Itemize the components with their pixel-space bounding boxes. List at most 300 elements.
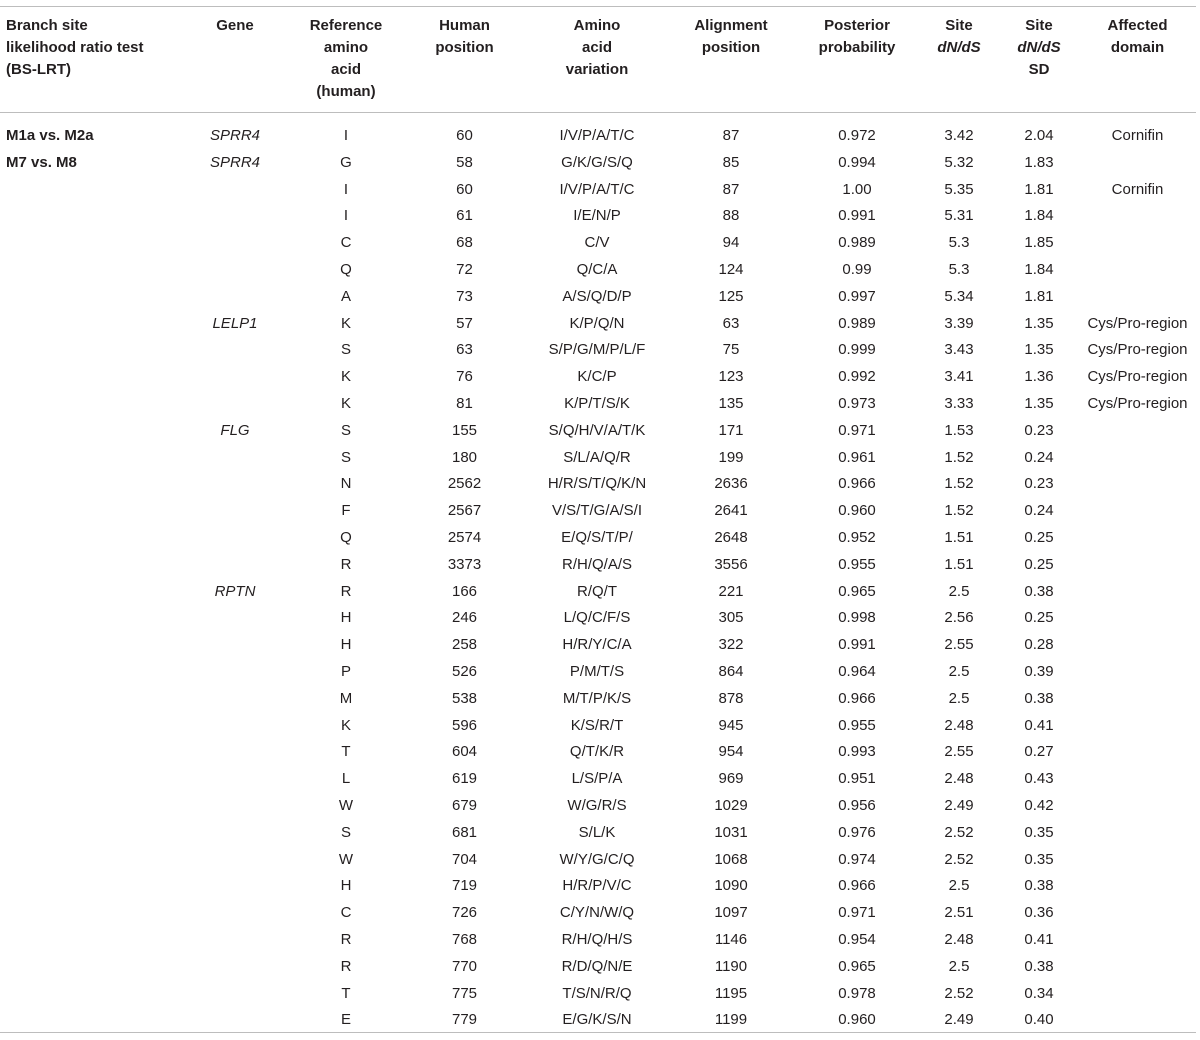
- human-position-cell: 73: [456, 287, 473, 305]
- site-dnds-sd-cell: 0.41: [1024, 930, 1054, 948]
- gene-cell: [180, 337, 290, 364]
- human-position-cell: 779: [451, 1011, 478, 1029]
- table-row: [0, 927, 1196, 954]
- site-dnds-cell: 3.33: [944, 394, 974, 412]
- human-position-cell: 726: [451, 904, 478, 922]
- reference-amino-acid-cell: E: [340, 1011, 351, 1029]
- posterior-probability-cell: 0.989: [838, 314, 876, 332]
- gene-cell: [180, 954, 290, 981]
- table-row: [0, 847, 1196, 874]
- affected-domain-cell: [1079, 686, 1196, 713]
- posterior-probability-cell: 0.965: [838, 582, 876, 600]
- reference-amino-acid-cell: T: [341, 743, 351, 761]
- site-dnds-cell: 2.48: [944, 770, 974, 788]
- site-dnds-cell: 2.48: [944, 716, 974, 734]
- table-row: [0, 150, 1196, 177]
- human-position-cell: 61: [456, 207, 473, 225]
- site-dnds-sd-cell: 0.40: [1024, 1011, 1054, 1029]
- alignment-position-cell: 87: [722, 180, 740, 198]
- amino-acid-variation-cell: K/S/R/T: [570, 716, 624, 734]
- site-dnds-sd-cell: 0.35: [1024, 850, 1054, 868]
- gene-cell: [180, 230, 290, 257]
- affected-domain-cell: [1079, 579, 1196, 606]
- test-cell: [0, 820, 180, 847]
- alignment-position-cell: 221: [718, 582, 744, 600]
- site-dnds-sd-cell: 1.35: [1024, 314, 1054, 332]
- alignment-position-cell: 124: [718, 260, 744, 278]
- alignment-position-cell: 125: [718, 287, 744, 305]
- site-dnds-sd-cell: 0.36: [1024, 904, 1054, 922]
- amino-acid-variation-cell: I/E/N/P: [573, 207, 621, 225]
- site-dnds-sd-cell: 1.84: [1024, 207, 1054, 225]
- header-posterior-probability: Posterior probability: [818, 17, 896, 56]
- reference-amino-acid-cell: Q: [340, 260, 352, 278]
- posterior-probability-cell: 0.955: [838, 716, 876, 734]
- gene-cell: [180, 739, 290, 766]
- site-dnds-cell: 5.3: [948, 234, 970, 252]
- human-position-cell: 155: [451, 421, 478, 439]
- affected-domain-cell: [1079, 900, 1196, 927]
- table-row: [0, 820, 1196, 847]
- test-cell: [0, 793, 180, 820]
- human-position-cell: 246: [451, 609, 478, 627]
- site-dnds-cell: 2.51: [944, 904, 974, 922]
- posterior-probability-cell: 0.993: [838, 743, 876, 761]
- site-dnds-cell: 5.31: [944, 207, 974, 225]
- amino-acid-variation-cell: I/V/P/A/T/C: [559, 127, 635, 144]
- site-dnds-cell: 2.5: [948, 582, 970, 600]
- table-row: [0, 284, 1196, 311]
- test-cell: [0, 391, 180, 418]
- table-row: [0, 900, 1196, 927]
- gene-cell: [180, 552, 290, 579]
- alignment-position-cell: 1146: [714, 930, 748, 948]
- human-position-cell: 2567: [447, 502, 482, 520]
- site-dnds-cell: 1.51: [944, 555, 974, 573]
- amino-acid-variation-cell: L/Q/C/F/S: [563, 609, 631, 627]
- affected-domain-cell: [1079, 713, 1196, 740]
- reference-amino-acid-cell: N: [340, 475, 352, 493]
- reference-amino-acid-cell: T: [341, 984, 351, 1002]
- site-dnds-sd-cell: 1.84: [1024, 260, 1054, 278]
- test-cell: [0, 847, 180, 874]
- table-row: [0, 391, 1196, 418]
- posterior-probability-cell: 0.991: [838, 207, 876, 225]
- alignment-position-cell: 2636: [714, 475, 748, 493]
- human-position-cell: 770: [451, 957, 478, 975]
- affected-domain-cell: [1079, 632, 1196, 659]
- alignment-position-cell: 1068: [714, 850, 748, 868]
- affected-domain-cell: [1079, 739, 1196, 766]
- test-cell: [0, 337, 180, 364]
- test-cell: [0, 364, 180, 391]
- affected-domain-cell: [1079, 471, 1196, 498]
- gene-cell: [180, 766, 290, 793]
- posterior-probability-cell: 0.965: [838, 957, 876, 975]
- header-reference-amino-acid: Reference amino acid (human): [309, 17, 383, 100]
- table-row: [0, 230, 1196, 257]
- site-dnds-sd-cell: 0.38: [1024, 582, 1054, 600]
- reference-amino-acid-cell: M: [339, 689, 353, 707]
- affected-domain-cell: [1079, 793, 1196, 820]
- posterior-probability-cell: 0.972: [838, 127, 876, 144]
- human-position-cell: 258: [451, 636, 478, 654]
- test-cell: [0, 311, 180, 338]
- reference-amino-acid-cell: I: [343, 207, 349, 225]
- site-dnds-sd-cell: 0.24: [1024, 502, 1054, 520]
- reference-amino-acid-cell: R: [340, 555, 352, 573]
- test-cell: [0, 498, 180, 525]
- alignment-position-cell: 88: [722, 207, 740, 225]
- test-cell: [0, 284, 180, 311]
- gene-cell: [180, 847, 290, 874]
- table-row: [0, 311, 1196, 338]
- table-row: [0, 739, 1196, 766]
- alignment-position-cell: 954: [718, 743, 744, 761]
- test-cell: [0, 203, 180, 230]
- site-dnds-sd-cell: 1.36: [1024, 368, 1054, 386]
- gene-cell: [180, 498, 290, 525]
- gene-cell: [180, 981, 290, 1008]
- alignment-position-cell: 3556: [714, 555, 748, 573]
- gene-cell: [180, 391, 290, 418]
- site-dnds-sd-cell: 0.28: [1024, 636, 1054, 654]
- test-cell: [0, 739, 180, 766]
- site-dnds-sd-cell: 0.38: [1024, 877, 1054, 895]
- reference-amino-acid-cell: I: [343, 180, 349, 198]
- gene-cell: [180, 713, 290, 740]
- amino-acid-variation-cell: S/L/A/Q/R: [563, 448, 631, 466]
- alignment-position-cell: 63: [722, 314, 740, 332]
- selection-sites-table: [0, 8, 1196, 1034]
- affected-domain-cell: [1079, 1007, 1196, 1034]
- gene-cell: [180, 659, 290, 686]
- test-cell: [0, 418, 180, 445]
- reference-amino-acid-cell: H: [340, 636, 352, 654]
- amino-acid-variation-cell: K/P/Q/N: [569, 314, 625, 332]
- test-cell: [0, 471, 180, 498]
- test-cell: [0, 713, 180, 740]
- site-dnds-cell: 2.55: [944, 743, 974, 761]
- affected-domain-cell: Cys/Pro-region: [1087, 394, 1188, 412]
- amino-acid-variation-cell: T/S/N/R/Q: [562, 984, 632, 1002]
- site-dnds-cell: 3.41: [944, 368, 974, 386]
- reference-amino-acid-cell: K: [340, 314, 351, 332]
- amino-acid-variation-cell: Q/C/A: [576, 260, 618, 278]
- site-dnds-cell: 1.51: [944, 528, 974, 546]
- table-row: [0, 793, 1196, 820]
- affected-domain-cell: [1079, 552, 1196, 579]
- posterior-probability-cell: 0.971: [838, 421, 876, 439]
- site-dnds-cell: 2.55: [944, 636, 974, 654]
- alignment-position-cell: 1029: [714, 796, 748, 814]
- table-row: [0, 445, 1196, 472]
- test-cell: [0, 686, 180, 713]
- table-row: [0, 659, 1196, 686]
- gene-cell: [180, 632, 290, 659]
- posterior-probability-cell: 0.978: [838, 984, 876, 1002]
- amino-acid-variation-cell: S/P/G/M/P/L/F: [548, 341, 646, 359]
- site-dnds-sd-cell: 0.42: [1024, 796, 1054, 814]
- affected-domain-cell: [1079, 230, 1196, 257]
- table-row: [0, 686, 1196, 713]
- affected-domain-cell: [1079, 284, 1196, 311]
- amino-acid-variation-cell: R/H/Q/A/S: [561, 555, 632, 573]
- posterior-probability-cell: 0.966: [838, 689, 876, 707]
- affected-domain-cell: [1079, 847, 1196, 874]
- header-row: [0, 8, 1196, 119]
- affected-domain-cell: [1079, 605, 1196, 632]
- amino-acid-variation-cell: W/G/R/S: [567, 796, 627, 814]
- test-cell: [0, 230, 180, 257]
- gene-cell: [180, 177, 290, 204]
- table-body: [0, 119, 1196, 1034]
- gene-cell: [180, 203, 290, 230]
- affected-domain-cell: [1079, 820, 1196, 847]
- table-row: [0, 766, 1196, 793]
- header-test: Branch site likelihood ratio test (BS-LRT): [6, 17, 144, 78]
- alignment-position-cell: 969: [718, 770, 744, 788]
- site-dnds-sd-cell: 0.24: [1024, 448, 1054, 466]
- gene-cell: SPRR4: [209, 153, 261, 171]
- site-dnds-sd-cell: 0.38: [1024, 689, 1054, 707]
- gene-cell: [180, 284, 290, 311]
- amino-acid-variation-cell: P/M/T/S: [569, 662, 625, 680]
- gene-cell: [180, 364, 290, 391]
- site-dnds-cell: 2.5: [948, 662, 970, 680]
- reference-amino-acid-cell: K: [340, 368, 351, 386]
- amino-acid-variation-cell: S/Q/H/V/A/T/K: [548, 421, 646, 439]
- gene-cell: [180, 471, 290, 498]
- reference-amino-acid-cell: L: [341, 770, 351, 788]
- site-dnds-cell: 5.3: [948, 260, 970, 278]
- test-cell: [0, 632, 180, 659]
- posterior-probability-cell: 0.999: [838, 341, 876, 359]
- reference-amino-acid-cell: C: [340, 234, 352, 252]
- table-row: [0, 337, 1196, 364]
- gene-cell: [180, 927, 290, 954]
- reference-amino-acid-cell: K: [340, 394, 351, 412]
- site-dnds-cell: 2.48: [944, 930, 974, 948]
- human-position-cell: 526: [451, 662, 478, 680]
- human-position-cell: 57: [456, 314, 473, 332]
- human-position-cell: 538: [451, 689, 478, 707]
- affected-domain-cell: [1079, 954, 1196, 981]
- alignment-position-cell: 1195: [714, 984, 748, 1002]
- site-dnds-sd-cell: 0.27: [1024, 743, 1054, 761]
- table-row: [0, 498, 1196, 525]
- gene-cell: FLG: [220, 421, 250, 439]
- table-row: [0, 203, 1196, 230]
- human-position-cell: 63: [456, 341, 473, 359]
- posterior-probability-cell: 0.974: [838, 850, 876, 868]
- posterior-probability-cell: 0.994: [838, 153, 876, 171]
- site-dnds-cell: 1.52: [944, 448, 974, 466]
- human-position-cell: 768: [451, 930, 478, 948]
- alignment-position-cell: 1031: [714, 823, 748, 841]
- human-position-cell: 3373: [447, 555, 482, 573]
- header-amino-acid-variation: Amino acid variation: [565, 17, 629, 78]
- site-dnds-cell: 5.35: [944, 180, 974, 198]
- affected-domain-cell: [1079, 766, 1196, 793]
- table-row: [0, 552, 1196, 579]
- test-cell: [0, 954, 180, 981]
- affected-domain-cell: [1079, 525, 1196, 552]
- reference-amino-acid-cell: S: [340, 341, 351, 359]
- human-position-cell: 619: [451, 770, 478, 788]
- alignment-position-cell: 87: [722, 127, 740, 144]
- test-cell: M7 vs. M8: [6, 153, 77, 171]
- site-dnds-sd-cell: 0.23: [1024, 421, 1054, 439]
- human-position-cell: 2562: [447, 475, 482, 493]
- site-dnds-cell: 2.56: [944, 609, 974, 627]
- test-cell: [0, 579, 180, 606]
- table-row: [0, 873, 1196, 900]
- table-row: [0, 579, 1196, 606]
- gene-cell: SPRR4: [209, 127, 261, 144]
- alignment-position-cell: 864: [718, 662, 744, 680]
- alignment-position-cell: 1199: [714, 1011, 748, 1029]
- site-dnds-cell: 3.39: [944, 314, 974, 332]
- human-position-cell: 679: [451, 796, 478, 814]
- alignment-position-cell: 322: [718, 636, 744, 654]
- human-position-cell: 76: [456, 368, 473, 386]
- amino-acid-variation-cell: E/Q/S/T/P/: [561, 528, 633, 546]
- human-position-cell: 704: [451, 850, 478, 868]
- table-top-rule: [0, 6, 1196, 7]
- site-dnds-sd-cell: 0.38: [1024, 957, 1054, 975]
- gene-cell: [180, 686, 290, 713]
- gene-cell: [180, 820, 290, 847]
- site-dnds-cell: 2.49: [944, 1011, 974, 1029]
- amino-acid-variation-cell: R/D/Q/N/E: [561, 957, 633, 975]
- affected-domain-cell: [1079, 445, 1196, 472]
- gene-cell: [180, 525, 290, 552]
- amino-acid-variation-cell: R/Q/T: [577, 582, 617, 600]
- posterior-probability-cell: 0.961: [838, 448, 876, 466]
- header-site-dnds-sd: Site dN/dS SD: [1017, 17, 1061, 78]
- reference-amino-acid-cell: K: [340, 716, 351, 734]
- gene-cell: [180, 900, 290, 927]
- affected-domain-cell: Cornifin: [1111, 127, 1164, 144]
- table-row: [0, 713, 1196, 740]
- site-dnds-cell: 2.52: [944, 984, 974, 1002]
- amino-acid-variation-cell: K/C/P: [577, 368, 617, 386]
- table-row: [0, 418, 1196, 445]
- table-row: [0, 257, 1196, 284]
- alignment-position-cell: 305: [718, 609, 744, 627]
- reference-amino-acid-cell: G: [340, 153, 352, 171]
- amino-acid-variation-cell: I/V/P/A/T/C: [559, 180, 635, 198]
- posterior-probability-cell: 0.966: [838, 877, 876, 895]
- reference-amino-acid-cell: H: [340, 609, 352, 627]
- posterior-probability-cell: 0.952: [838, 528, 876, 546]
- alignment-position-cell: 123: [718, 368, 744, 386]
- test-cell: M1a vs. M2a: [6, 127, 94, 144]
- site-dnds-sd-cell: 0.25: [1024, 609, 1054, 627]
- test-cell: [0, 605, 180, 632]
- alignment-position-cell: 1090: [714, 877, 748, 895]
- human-position-cell: 68: [456, 234, 473, 252]
- test-cell: [0, 445, 180, 472]
- header-gene: Gene: [216, 17, 254, 34]
- posterior-probability-cell: 0.960: [838, 502, 876, 520]
- human-position-cell: 596: [451, 716, 478, 734]
- affected-domain-cell: [1079, 981, 1196, 1008]
- amino-acid-variation-cell: Q/T/K/R: [569, 743, 625, 761]
- header-human-position: Human position: [435, 17, 494, 56]
- site-dnds-cell: 2.5: [948, 877, 970, 895]
- table-row: [0, 981, 1196, 1008]
- site-dnds-sd-cell: 0.25: [1024, 555, 1054, 573]
- reference-amino-acid-cell: A: [340, 287, 351, 305]
- affected-domain-cell: Cys/Pro-region: [1087, 314, 1188, 332]
- posterior-probability-cell: 0.955: [838, 555, 876, 573]
- alignment-position-cell: 199: [718, 448, 744, 466]
- reference-amino-acid-cell: F: [341, 502, 351, 520]
- site-dnds-sd-cell: 1.35: [1024, 341, 1054, 359]
- site-dnds-cell: 3.43: [944, 341, 974, 359]
- affected-domain-cell: Cys/Pro-region: [1087, 368, 1188, 386]
- site-dnds-sd-cell: 0.41: [1024, 716, 1054, 734]
- site-dnds-sd-cell: 0.35: [1024, 823, 1054, 841]
- site-dnds-sd-cell: 2.04: [1024, 127, 1054, 144]
- site-dnds-sd-cell: 0.43: [1024, 770, 1054, 788]
- affected-domain-cell: [1079, 418, 1196, 445]
- reference-amino-acid-cell: S: [340, 421, 351, 439]
- gene-cell: [180, 257, 290, 284]
- reference-amino-acid-cell: P: [340, 662, 351, 680]
- reference-amino-acid-cell: I: [343, 127, 349, 144]
- alignment-position-cell: 85: [722, 153, 740, 171]
- posterior-probability-cell: 1.00: [842, 180, 872, 198]
- reference-amino-acid-cell: R: [340, 930, 352, 948]
- posterior-probability-cell: 0.989: [838, 234, 876, 252]
- table-row: [0, 954, 1196, 981]
- reference-amino-acid-cell: R: [340, 957, 352, 975]
- site-dnds-cell: 2.52: [944, 850, 974, 868]
- site-dnds-sd-cell: 0.39: [1024, 662, 1054, 680]
- alignment-position-cell: 878: [718, 689, 744, 707]
- amino-acid-variation-cell: H/R/P/V/C: [562, 877, 632, 895]
- gene-cell: [180, 1007, 290, 1034]
- human-position-cell: 60: [456, 180, 473, 198]
- reference-amino-acid-cell: R: [340, 582, 352, 600]
- affected-domain-cell: [1079, 498, 1196, 525]
- site-dnds-sd-cell: 0.23: [1024, 475, 1054, 493]
- human-position-cell: 58: [456, 153, 473, 171]
- test-cell: [0, 525, 180, 552]
- test-cell: [0, 927, 180, 954]
- reference-amino-acid-cell: C: [340, 904, 352, 922]
- table-row: [0, 177, 1196, 204]
- site-dnds-sd-cell: 1.85: [1024, 234, 1054, 252]
- reference-amino-acid-cell: S: [340, 823, 351, 841]
- test-cell: [0, 1007, 180, 1034]
- test-cell: [0, 766, 180, 793]
- posterior-probability-cell: 0.992: [838, 368, 876, 386]
- table-row: [0, 471, 1196, 498]
- alignment-position-cell: 135: [718, 394, 744, 412]
- gene-cell: [180, 445, 290, 472]
- table-row: [0, 525, 1196, 552]
- affected-domain-cell: [1079, 257, 1196, 284]
- human-position-cell: 719: [451, 877, 478, 895]
- posterior-probability-cell: 0.991: [838, 636, 876, 654]
- site-dnds-cell: 2.52: [944, 823, 974, 841]
- posterior-probability-cell: 0.960: [838, 1011, 876, 1029]
- affected-domain-cell: [1079, 659, 1196, 686]
